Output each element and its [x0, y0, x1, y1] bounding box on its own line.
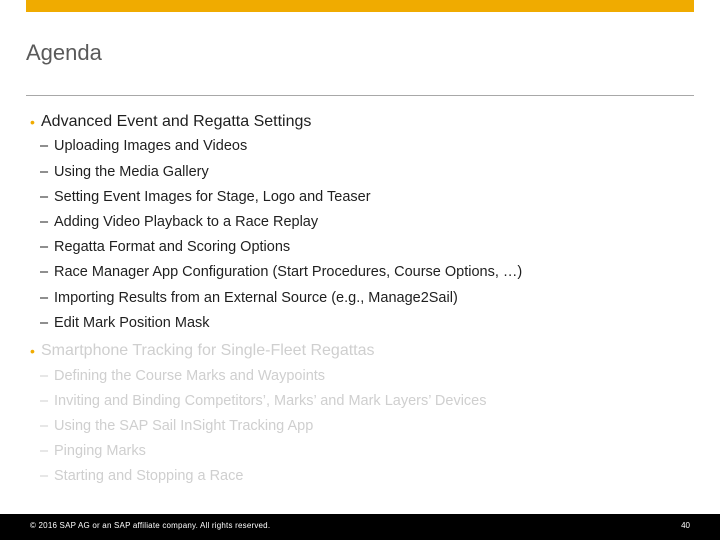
list-item: – Importing Results from an External Source (e.g., Manage2Sail) [40, 290, 458, 306]
page-number: 40 [681, 521, 690, 530]
agenda-section-smartphone-tracking [30, 339, 375, 363]
title-divider [26, 95, 694, 96]
list-item: – Pinging Marks [40, 443, 146, 459]
dash-icon: – [40, 138, 49, 154]
dash-icon: – [40, 393, 49, 409]
bullet-dot-icon: • [30, 343, 35, 359]
dash-icon: – [40, 239, 49, 255]
dash-icon: – [40, 418, 49, 434]
list-item: – Starting and Stopping a Race [40, 468, 244, 484]
section-heading: Smartphone Tracking for Single-Fleet Regattas [41, 342, 375, 359]
list-item: – Adding Video Playback to a Race Replay [40, 214, 319, 230]
dash-icon: – [40, 468, 49, 484]
list-item: – Setting Event Images for Stage, Logo and Teaser [40, 189, 371, 205]
list-item: – Edit Mark Position Mask [40, 315, 210, 331]
dash-icon: – [40, 264, 49, 280]
agenda-section-advanced-settings [30, 110, 311, 134]
list-item: – Race Manager App Configuration (Start Procedures, Course Options, …) [40, 264, 523, 280]
list-item: – Defining the Course Marks and Waypoints [40, 368, 326, 384]
dash-icon: – [40, 214, 49, 230]
slide-title: Agenda [26, 40, 102, 65]
dash-icon: – [40, 164, 49, 180]
copyright-text: © 2016 SAP AG or an SAP affiliate company. All rights reserved. [30, 521, 271, 530]
dash-icon: – [40, 315, 49, 331]
dash-icon: – [40, 290, 49, 306]
accent-top-bar [26, 0, 694, 12]
dash-icon: – [40, 443, 49, 459]
list-item: – Regatta Format and Scoring Options [40, 239, 291, 255]
dash-icon: – [40, 368, 49, 384]
dash-icon: – [40, 189, 49, 205]
section-heading-row [30, 110, 311, 134]
section-heading-row [30, 339, 375, 363]
list-item: – Using the Media Gallery [40, 164, 209, 180]
footer-bar [0, 514, 720, 540]
section-heading: Advanced Event and Regatta Settings [41, 113, 312, 130]
list-item: – Inviting and Binding Competitors’, Marks’ and Mark Layers’ Devices [40, 393, 487, 409]
list-item: – Using the SAP Sail InSight Tracking App [40, 418, 314, 434]
list-item: – Uploading Images and Videos [40, 138, 248, 154]
bullet-dot-icon: • [30, 114, 35, 130]
